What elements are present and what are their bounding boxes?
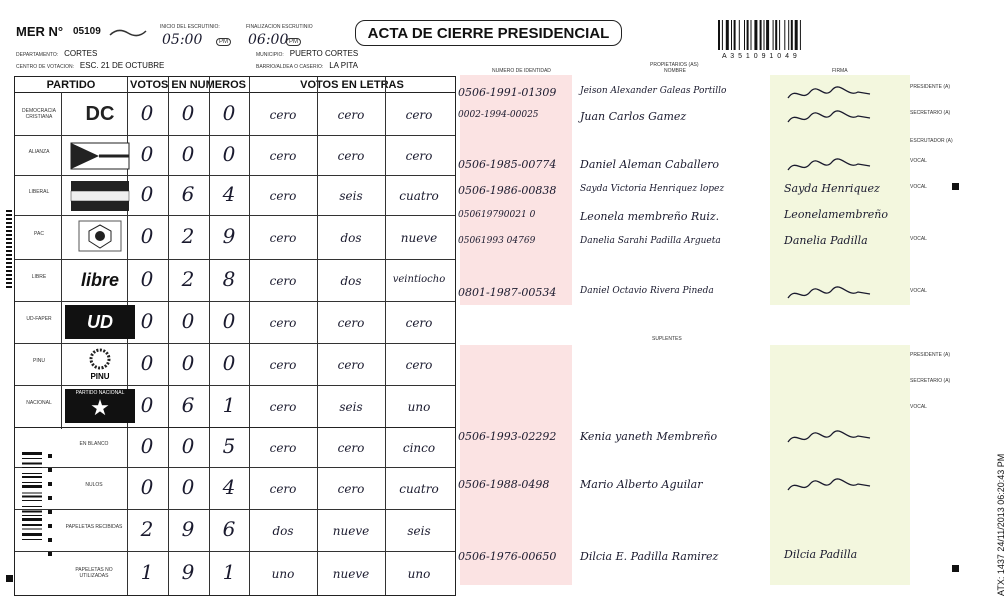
party-name: UD-FAPER bbox=[26, 316, 52, 322]
vote-digit: 0 bbox=[140, 434, 154, 458]
vote-word: dos bbox=[340, 274, 362, 288]
party-name: LIBERAL bbox=[28, 189, 50, 195]
vote-digit: 4 bbox=[222, 182, 236, 206]
member-id: 05061993 04769 bbox=[458, 236, 536, 246]
vote-digit: 9 bbox=[222, 224, 236, 248]
col-nombre: NOMBRE bbox=[664, 68, 686, 74]
row-rule bbox=[15, 343, 455, 344]
inicio-ampm: PM bbox=[216, 38, 231, 46]
centro-label: CENTRO DE VOTACION: bbox=[16, 64, 74, 70]
barrio-row bbox=[256, 61, 358, 70]
vote-digit: 0 bbox=[181, 351, 195, 375]
vote-digit: 0 bbox=[140, 393, 154, 417]
vote-digit: 2 bbox=[140, 517, 154, 541]
vote-digit: 2 bbox=[181, 267, 195, 291]
member-name: Sayda Victoria Henriquez lopez bbox=[580, 184, 725, 194]
row-rule bbox=[15, 551, 455, 552]
row-rule bbox=[15, 509, 455, 510]
party-name: PINU bbox=[33, 358, 45, 364]
member-id: 050619790021 0 bbox=[458, 210, 536, 220]
vote-word: cero bbox=[269, 400, 297, 414]
vote-digit: 2 bbox=[181, 224, 195, 248]
col-divider bbox=[168, 77, 169, 595]
member-id: 0506-1991-01309 bbox=[458, 86, 557, 99]
role-label: VOCAL bbox=[910, 404, 927, 410]
row-rule bbox=[15, 175, 455, 176]
member-signature bbox=[784, 284, 874, 307]
vote-digit: 0 bbox=[222, 309, 236, 333]
member-signature: Danelia Padilla bbox=[784, 234, 868, 247]
vote-digit: 0 bbox=[181, 434, 195, 458]
identidad-band-suplentes bbox=[460, 345, 572, 585]
party-logo: UD bbox=[65, 305, 135, 339]
row-rule bbox=[15, 427, 455, 428]
registration-mark bbox=[6, 575, 13, 582]
vote-word: nueve bbox=[400, 231, 438, 245]
vote-digit: 0 bbox=[140, 224, 154, 248]
member-name: Daniel Octavio Rivera Pineda bbox=[580, 286, 714, 296]
vote-digit: 0 bbox=[222, 142, 236, 166]
vote-digit: 0 bbox=[181, 142, 195, 166]
vote-digit: 0 bbox=[181, 101, 195, 125]
party-name: LIBRE bbox=[31, 274, 47, 280]
vote-word: uno bbox=[271, 567, 295, 581]
inicio-value: 05:00 bbox=[162, 32, 203, 48]
vote-word: seis bbox=[407, 524, 431, 538]
col-letras: VOTOS EN LETRAS bbox=[300, 79, 404, 91]
party-name: ALIANZA bbox=[28, 149, 50, 155]
role-label: VOCAL bbox=[910, 158, 927, 164]
party-logo bbox=[65, 179, 135, 213]
vote-digit: 6 bbox=[222, 517, 236, 541]
inicio-label: INICIO DEL ESCRUTINIO: bbox=[160, 24, 220, 30]
vote-digit: 0 bbox=[222, 351, 236, 375]
col-identidad: NUMERO DE IDENTIDAD bbox=[492, 68, 551, 74]
row-rule bbox=[15, 301, 455, 302]
vote-word: uno bbox=[407, 400, 431, 414]
vote-digit: 0 bbox=[222, 101, 236, 125]
member-name: Kenia yaneth Membreño bbox=[580, 430, 718, 443]
party-name: NULOS bbox=[85, 482, 103, 488]
col-partido: PARTIDO bbox=[46, 79, 96, 91]
member-signature: Sayda Henriquez bbox=[784, 182, 880, 195]
role-label: VOCAL bbox=[910, 236, 927, 242]
vote-digit: 0 bbox=[140, 351, 154, 375]
member-id: 0506-1986-00838 bbox=[458, 184, 557, 197]
member-name: Jeison Alexander Galeas Portillo bbox=[580, 86, 727, 96]
vote-digit: 0 bbox=[181, 475, 195, 499]
vote-word: cuatro bbox=[399, 189, 439, 203]
party-name: PAC bbox=[34, 231, 44, 237]
member-name: Leonela membreño Ruiz. bbox=[580, 210, 720, 223]
vote-word: seis bbox=[339, 189, 363, 203]
logo-mark bbox=[108, 24, 148, 34]
header-rule bbox=[15, 92, 455, 93]
vote-word: nueve bbox=[332, 524, 370, 538]
party-logo: libre bbox=[80, 269, 119, 290]
col-divider bbox=[61, 92, 62, 429]
party-name: DEMOCRACIA CRISTIANA bbox=[22, 108, 56, 120]
party-name: NACIONAL bbox=[26, 400, 52, 406]
vote-digit: 0 bbox=[140, 475, 154, 499]
vote-word: cero bbox=[405, 149, 433, 163]
vote-digit: 6 bbox=[181, 182, 195, 206]
party-name: PAPELETAS RECIBIDAS bbox=[65, 524, 123, 530]
municipio-value: PUERTO CORTES bbox=[289, 49, 359, 58]
member-signature bbox=[784, 428, 874, 451]
party-logo: PARTIDO NACIONAL ★ bbox=[65, 389, 135, 423]
vote-digit: 9 bbox=[181, 517, 195, 541]
barcode-left bbox=[18, 452, 58, 575]
vote-digit: 1 bbox=[222, 560, 236, 584]
vote-word: cero bbox=[269, 441, 297, 455]
role-label: ESCRUTADOR (A) bbox=[910, 138, 953, 144]
vote-word: cuatro bbox=[399, 482, 439, 496]
vote-word: nueve bbox=[332, 567, 370, 581]
barcode-text: A 3 5 1 0 9 1 0 4 9 bbox=[722, 53, 798, 60]
member-id: 0506-1985-00774 bbox=[458, 158, 557, 171]
mer-number: 05109 bbox=[73, 26, 101, 37]
vote-digit: 6 bbox=[181, 393, 195, 417]
departamento-label: DEPARTAMENTO: bbox=[16, 52, 59, 58]
side-stamp: ATX: 1437 24/11/2013 06:20:43 PM bbox=[996, 453, 1006, 596]
row-rule bbox=[15, 467, 455, 468]
role-label: SECRETARIO (A) bbox=[910, 378, 951, 384]
vote-word: dos bbox=[340, 231, 362, 245]
role-label: SECRETARIO (A) bbox=[910, 110, 951, 116]
departamento-row bbox=[16, 49, 97, 58]
vote-word: dos bbox=[272, 524, 294, 538]
vote-digit: 1 bbox=[222, 393, 236, 417]
member-name: Juan Carlos Gamez bbox=[580, 110, 687, 123]
vote-word: cero bbox=[269, 482, 297, 496]
municipio-label: MUNICIPIO: bbox=[256, 52, 284, 58]
vote-digit: 0 bbox=[140, 267, 154, 291]
member-signature bbox=[784, 108, 874, 131]
vote-word: cero bbox=[405, 108, 433, 122]
registration-mark bbox=[952, 565, 959, 572]
vote-word: cero bbox=[269, 149, 297, 163]
barrio-label: BARRIO/ALDEA O CASERIO: bbox=[256, 64, 324, 70]
vote-word: cero bbox=[269, 231, 297, 245]
vote-digit: 0 bbox=[140, 309, 154, 333]
party-logo bbox=[65, 347, 135, 381]
col-divider bbox=[209, 77, 210, 595]
vote-digit: 0 bbox=[181, 309, 195, 333]
departamento-value: CORTES bbox=[64, 49, 98, 58]
vote-digit: 0 bbox=[140, 101, 154, 125]
registration-mark bbox=[952, 183, 959, 190]
vote-word: uno bbox=[407, 567, 431, 581]
vote-digit: 0 bbox=[140, 182, 154, 206]
document-title: ACTA DE CIERRE PRESIDENCIAL bbox=[355, 20, 622, 46]
barrio-value: LA PITA bbox=[329, 61, 358, 70]
vote-word: cero bbox=[337, 441, 365, 455]
party-name: EN BLANCO bbox=[79, 441, 109, 447]
vote-word: cero bbox=[269, 108, 297, 122]
member-signature bbox=[784, 476, 874, 499]
party-logo bbox=[65, 139, 135, 173]
member-name: Dilcia E. Padilla Ramirez bbox=[580, 550, 719, 563]
party-logo bbox=[65, 219, 135, 253]
member-signature bbox=[784, 84, 874, 107]
vote-word: cero bbox=[269, 316, 297, 330]
role-label: PRESIDENTE (A) bbox=[910, 352, 951, 358]
vote-digit: 4 bbox=[222, 475, 236, 499]
vote-digit: 9 bbox=[181, 560, 195, 584]
mer-label: MER N° bbox=[16, 24, 64, 39]
party-name: PAPELETAS NO UTILIZADAS bbox=[75, 567, 113, 579]
member-signature: Leonelamembreño bbox=[784, 208, 888, 221]
member-id: 0801-1987-00534 bbox=[458, 286, 557, 299]
vote-word: cero bbox=[337, 108, 365, 122]
municipio-row bbox=[256, 49, 358, 58]
row-rule bbox=[15, 135, 455, 136]
vote-word: cero bbox=[405, 358, 433, 372]
role-label: VOCAL bbox=[910, 288, 927, 294]
vote-word: cero bbox=[269, 274, 297, 288]
vote-word: veintiocho bbox=[392, 274, 446, 285]
barcode-top bbox=[718, 20, 830, 55]
vote-table bbox=[14, 76, 456, 596]
vote-digit: 1 bbox=[140, 560, 154, 584]
member-id: 0506-1976-00650 bbox=[458, 550, 557, 563]
member-name: Danelia Sarahi Padilla Argueta bbox=[580, 236, 721, 246]
vote-word: cero bbox=[269, 189, 297, 203]
vote-word: cero bbox=[337, 149, 365, 163]
margin-tick-strip bbox=[6, 210, 12, 290]
svg-text:PINU: PINU bbox=[90, 372, 110, 381]
col-numeros: VOTOS EN NUMEROS bbox=[130, 79, 246, 91]
member-name: Daniel Aleman Caballero bbox=[580, 158, 720, 171]
vote-word: cero bbox=[337, 482, 365, 496]
member-id: 0002-1994-00025 bbox=[458, 110, 539, 120]
member-signature: Dilcia Padilla bbox=[784, 548, 858, 561]
member-name: Mario Alberto Aguilar bbox=[580, 478, 703, 491]
col-firma: FIRMA bbox=[832, 68, 848, 74]
final-value: 06:00 bbox=[248, 32, 289, 48]
vote-word: cero bbox=[269, 358, 297, 372]
final-ampm: PM bbox=[286, 38, 301, 46]
vote-word: cero bbox=[337, 358, 365, 372]
row-rule bbox=[15, 259, 455, 260]
member-id: 0506-1993-02292 bbox=[458, 430, 557, 443]
vote-word: seis bbox=[339, 400, 363, 414]
suplentes-label: SUPLENTES bbox=[652, 336, 682, 342]
party-logo: DC bbox=[85, 102, 115, 125]
member-signature bbox=[784, 156, 874, 179]
col-propietarios: PROPIETARIOS (AS) bbox=[650, 62, 699, 68]
role-label: VOCAL bbox=[910, 184, 927, 190]
final-label: FINALIZACION ESCRUTINIO bbox=[246, 24, 313, 30]
vote-word: cero bbox=[405, 316, 433, 330]
role-label: PRESIDENTE (A) bbox=[910, 84, 951, 90]
vote-digit: 0 bbox=[140, 142, 154, 166]
member-id: 0506-1988-0498 bbox=[458, 478, 550, 491]
vote-digit: 5 bbox=[222, 434, 236, 458]
vote-digit: 8 bbox=[222, 267, 236, 291]
centro-row bbox=[16, 61, 164, 70]
vote-word: cinco bbox=[402, 441, 436, 455]
centro-value: ESC. 21 DE OCTUBRE bbox=[79, 61, 165, 70]
row-rule bbox=[15, 385, 455, 386]
row-rule bbox=[15, 215, 455, 216]
vote-word: cero bbox=[337, 316, 365, 330]
